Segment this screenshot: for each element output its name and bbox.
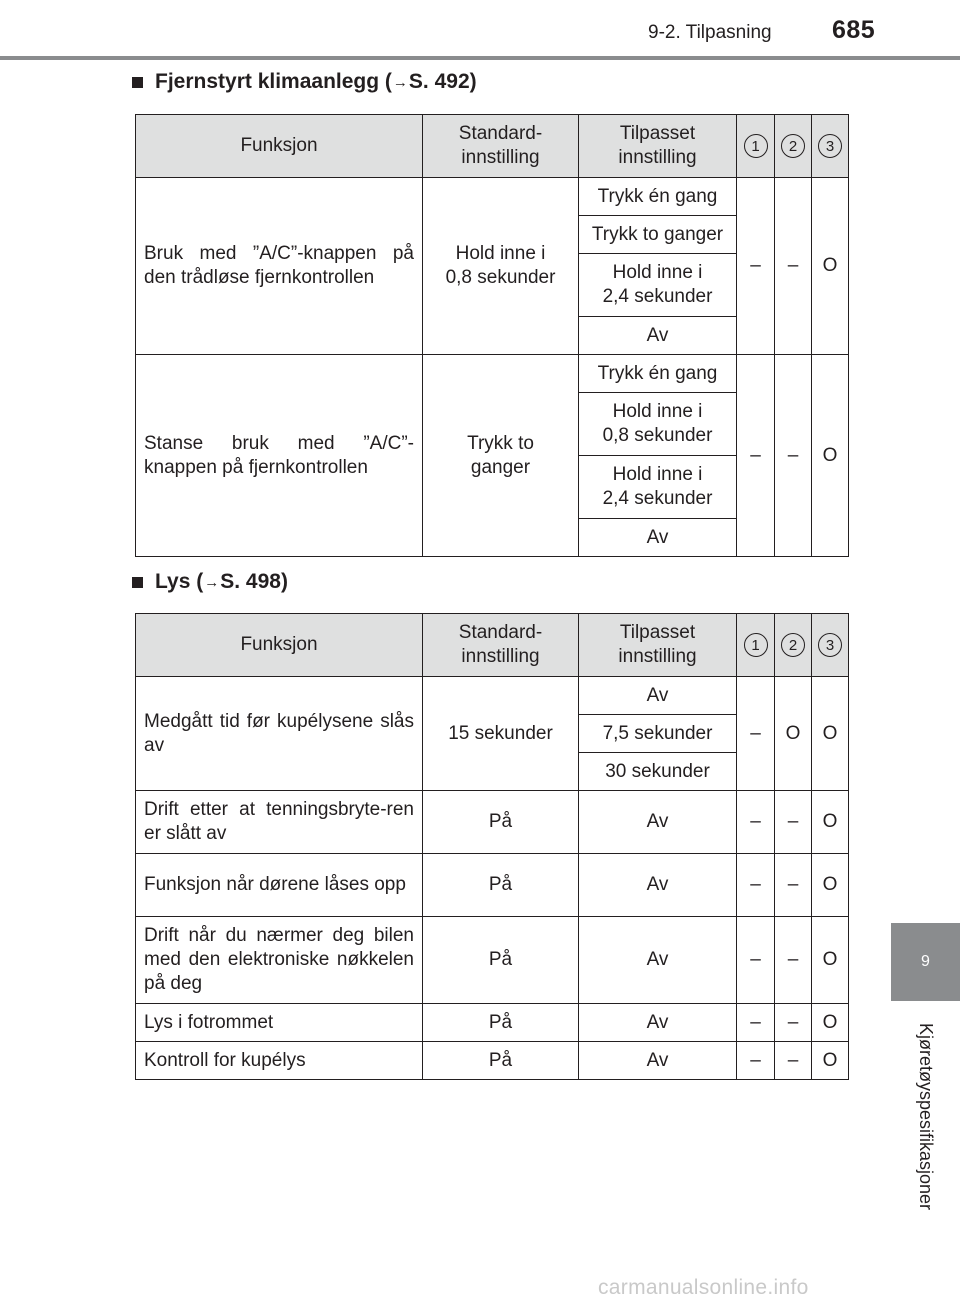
table-cell-custom-option: 30 sekunder — [579, 753, 737, 791]
col-header-custom — [579, 115, 737, 178]
table-cell-c2: – — [775, 917, 812, 1004]
table-cell-custom-option: Trykk én gang — [579, 355, 737, 393]
table-cell-c1: – — [737, 1004, 775, 1042]
table-cell-c1: – — [737, 1042, 775, 1080]
arrow-right-icon: → — [392, 73, 408, 91]
circled-3-icon: 3 — [818, 633, 842, 657]
table-cell-c2: – — [775, 1042, 812, 1080]
chapter-number: 9 — [921, 953, 930, 970]
table-cell-c1: – — [737, 677, 775, 791]
page-reference-link[interactable]: S. 498) — [220, 570, 288, 593]
chapter-label-wrap — [891, 1001, 960, 1231]
table-cell-c3: O — [812, 917, 849, 1004]
table-cell-c3: O — [812, 677, 849, 791]
col-header-1 — [737, 115, 775, 178]
col-header-3 — [812, 614, 849, 677]
table-cell-custom-option — [579, 393, 737, 456]
table-cell-c3: O — [812, 1042, 849, 1080]
section-title-text: Lys ( — [155, 570, 204, 593]
table-cell-c1: – — [737, 791, 775, 854]
table-cell-standard: På — [423, 917, 579, 1004]
circled-1-icon: 1 — [744, 134, 768, 158]
table-cell-custom: Av — [579, 791, 737, 854]
section-title-lights — [132, 570, 288, 594]
col-header-standard — [423, 115, 579, 178]
table-cell-c2: – — [775, 791, 812, 854]
custom-option-text: Hold inne i 2,4 sekunder — [602, 464, 713, 509]
table-cell-custom-option: Trykk én gang — [579, 178, 737, 216]
table-cell-function: Kontroll for kupélys — [136, 1042, 423, 1080]
table-cell-custom: Av — [579, 917, 737, 1004]
col-header-2 — [775, 115, 812, 178]
table-cell-custom-option — [579, 254, 737, 317]
col-header-function: Funksjon — [136, 614, 423, 677]
custom-option-text: Hold inne i 2,4 sekunder — [602, 262, 713, 307]
table-cell-custom-option: Av — [579, 677, 737, 715]
col-header-2 — [775, 614, 812, 677]
table-cell-custom-option — [579, 456, 737, 519]
table-cell-c2: – — [775, 854, 812, 917]
table-cell-standard: På — [423, 1042, 579, 1080]
circled-1-icon: 1 — [744, 633, 768, 657]
table-cell-standard-text: Trykk to ganger — [467, 432, 534, 478]
table-cell-standard-text: Hold inne i 0,8 sekunder — [445, 243, 556, 288]
table-cell-function: Lys i fotrommet — [136, 1004, 423, 1042]
table-cell-c3: O — [812, 1004, 849, 1042]
col-header-function: Funksjon — [136, 115, 423, 178]
bullet-square-icon — [132, 77, 143, 88]
bullet-square-icon — [132, 577, 143, 588]
chapter-label: Kjøretøyspesifikasjoner — [916, 1022, 936, 1210]
col-header-custom-text: Tilpasset innstilling — [618, 123, 697, 168]
circled-3-icon: 3 — [818, 134, 842, 158]
table-cell-c2: O — [775, 677, 812, 791]
table-cell-c2: – — [775, 1004, 812, 1042]
table-cell-c1: – — [737, 355, 775, 557]
table-cell-standard: På — [423, 791, 579, 854]
climate-settings-table — [135, 114, 849, 557]
table-cell-c3: O — [812, 791, 849, 854]
lights-settings-table — [135, 613, 849, 1080]
circled-2-icon: 2 — [781, 633, 805, 657]
table-cell-custom-option: Trykk to ganger — [579, 216, 737, 254]
table-cell-c3: O — [812, 355, 849, 557]
section-title-climate — [132, 70, 477, 94]
table-cell-custom: Av — [579, 1004, 737, 1042]
header-divider — [0, 56, 960, 60]
page-header-section: 9-2. Tilpasning — [648, 22, 772, 43]
table-cell-function: Funksjon når dørene låses opp — [136, 854, 423, 917]
col-header-standard — [423, 614, 579, 677]
table-cell-custom-option: 7,5 sekunder — [579, 715, 737, 753]
table-cell-c2: – — [775, 178, 812, 355]
col-header-standard-text: Standard- innstilling — [458, 622, 543, 667]
table-cell-function: Drift når du nærmer deg bilen med den elektroniske nøkkelen på deg — [136, 917, 423, 1004]
col-header-custom — [579, 614, 737, 677]
table-cell-custom: Av — [579, 854, 737, 917]
arrow-right-icon: → — [204, 573, 220, 591]
circled-2-icon: 2 — [781, 134, 805, 158]
table-cell-function: Medgått tid før kupélysene slås av — [136, 677, 423, 791]
table-cell-standard: På — [423, 854, 579, 917]
table-cell-function: Bruk med ”A/C”-knappen på den trådløse fjernkontrollen — [136, 178, 423, 355]
table-cell-c1: – — [737, 178, 775, 355]
watermark-link[interactable]: carmanualsonline.info — [598, 1276, 809, 1299]
table-cell-custom: Av — [579, 1042, 737, 1080]
table-cell-c3: O — [812, 178, 849, 355]
table-cell-standard — [423, 178, 579, 355]
table-cell-custom-option: Av — [579, 519, 737, 557]
table-cell-standard — [423, 355, 579, 557]
table-cell-custom-option: Av — [579, 317, 737, 355]
custom-option-text: Hold inne i 0,8 sekunder — [602, 401, 713, 446]
section-title-text: Fjernstyrt klimaanlegg ( — [155, 70, 392, 93]
col-header-custom-text: Tilpasset innstilling — [618, 622, 697, 667]
table-cell-standard: 15 sekunder — [423, 677, 579, 791]
table-cell-c2: – — [775, 355, 812, 557]
page-number: 685 — [832, 16, 876, 44]
page-reference-link[interactable]: S. 492) — [408, 70, 477, 93]
chapter-tab — [891, 923, 960, 1001]
table-cell-c1: – — [737, 917, 775, 1004]
table-cell-function: Drift etter at tenningsbryte-ren er slått av — [136, 791, 423, 854]
col-header-3 — [812, 115, 849, 178]
table-cell-c1: – — [737, 854, 775, 917]
col-header-standard-text: Standard- innstilling — [458, 123, 543, 168]
table-cell-function: Stanse bruk med ”A/C”-knappen på fjernkontrollen — [136, 355, 423, 557]
table-cell-standard: På — [423, 1004, 579, 1042]
table-cell-c3: O — [812, 854, 849, 917]
col-header-1 — [737, 614, 775, 677]
